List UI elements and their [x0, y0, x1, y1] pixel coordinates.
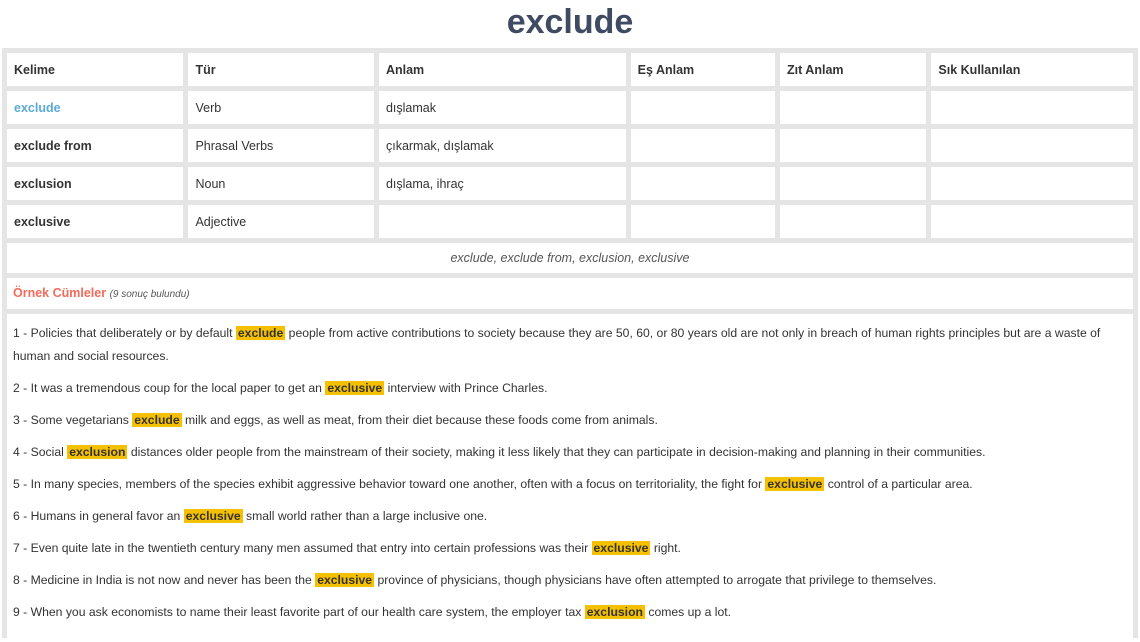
- sentence-text: 8 - Medicine in India is not now and never has been the: [13, 573, 312, 587]
- antonym-cell: [780, 91, 926, 124]
- header-cell: Anlam: [379, 53, 626, 86]
- sentence-text: 9 - When you ask economists to name their least favorite part of our health care system, the employer tax: [13, 605, 582, 619]
- highlighted-word: exclude: [237, 326, 284, 340]
- word-cell: exclude from: [7, 129, 183, 162]
- example-sentence: [13, 441, 1127, 464]
- examples-count: (9 sonuç bulundu): [109, 289, 190, 300]
- examples-header: [7, 278, 1133, 309]
- frequent-cell: [931, 129, 1133, 162]
- word-summary: exclude, exclude from, exclusion, exclusive: [7, 243, 1133, 273]
- synonym-cell: [631, 129, 775, 162]
- example-sentence: [13, 322, 1127, 368]
- example-sentences: [7, 314, 1133, 642]
- meaning-cell: dışlamak: [379, 91, 626, 124]
- sentence-text: 6 - Humans in general favor an: [13, 509, 181, 523]
- table-header-row: [7, 53, 1133, 86]
- sentence-text: milk and eggs, as well as meat, from their diet because these foods come from animals.: [185, 413, 658, 427]
- word-cell: exclusion: [7, 167, 183, 200]
- highlighted-word: exclusive: [767, 477, 823, 491]
- header-cell: Sık Kullanılan: [931, 53, 1133, 86]
- table-row: [7, 129, 1133, 162]
- sentence-text: right.: [653, 541, 681, 555]
- antonym-cell: [780, 129, 926, 162]
- sentence-text: 5 - In many species, members of the species exhibit aggressive behavior toward one another, often with a focus on territoriality, the fight for: [13, 477, 763, 491]
- sentence-text: 4 - Social: [13, 445, 64, 459]
- example-sentence: [13, 601, 1127, 624]
- word-cell: exclusive: [7, 205, 183, 238]
- example-sentence: [13, 569, 1127, 592]
- highlighted-word: exclusive: [593, 541, 649, 555]
- example-sentence: [13, 537, 1127, 560]
- header-cell: Kelime: [7, 53, 183, 86]
- type-cell: Verb: [188, 91, 374, 124]
- sentence-text: comes up a lot.: [648, 605, 731, 619]
- sentence-text: 2 - It was a tremendous coup for the local paper to get an: [13, 381, 322, 395]
- synonym-cell: [631, 91, 775, 124]
- frequent-cell: [931, 91, 1133, 124]
- highlighted-word: exclusion: [69, 445, 126, 459]
- frequent-cell: [931, 167, 1133, 200]
- page-title: exclude: [506, 3, 634, 41]
- sentence-text: control of a particular area.: [827, 477, 973, 491]
- sentence-text: distances older people from the mainstream of their society, making it less likely that they can participate in decision-making and planning in their communities.: [130, 445, 986, 459]
- antonym-cell: [780, 167, 926, 200]
- example-sentence: [13, 473, 1127, 496]
- antonym-cell: [780, 205, 926, 238]
- example-sentence: [13, 505, 1127, 528]
- table-row: [7, 167, 1133, 200]
- sentence-text: 1 - Policies that deliberately or by default: [13, 326, 233, 340]
- highlighted-word: exclusion: [586, 605, 643, 619]
- header-cell: Tür: [188, 53, 374, 86]
- table-row: [7, 91, 1133, 124]
- example-sentence: [13, 377, 1127, 400]
- sentence-text: province of physicians, though physicians have often attempted to arrogate that privilege to themselves.: [377, 573, 937, 587]
- highlighted-word: exclusive: [185, 509, 241, 523]
- header-cell: Eş Anlam: [631, 53, 775, 86]
- sentence-text: small world rather than a large inclusive one.: [246, 509, 488, 523]
- sentence-text: 7 - Even quite late in the twentieth century many men assumed that entry into certain professions was their: [13, 541, 589, 555]
- word-table: [2, 48, 1138, 243]
- table-row: [7, 205, 1133, 238]
- sentence-text: interview with Prince Charles.: [387, 381, 548, 395]
- sentence-text: 3 - Some vegetarians: [13, 413, 129, 427]
- example-sentence: [13, 409, 1127, 432]
- type-cell: Adjective: [188, 205, 374, 238]
- highlighted-word: exclusive: [317, 573, 373, 587]
- word-link[interactable]: exclude: [7, 91, 183, 124]
- dictionary-panel: [2, 48, 1138, 638]
- sentence-text: people from active contributions to society because they are 50, 60, or 80 years old are not only in breach of human rights principles but are a waste of human and social resources.: [13, 326, 1101, 363]
- highlighted-word: exclusive: [327, 381, 383, 395]
- header-cell: Zıt Anlam: [780, 53, 926, 86]
- type-cell: Noun: [188, 167, 374, 200]
- meaning-cell: dışlama, ihraç: [379, 167, 626, 200]
- synonym-cell: [631, 205, 775, 238]
- type-cell: Phrasal Verbs: [188, 129, 374, 162]
- meaning-cell: çıkarmak, dışlamak: [379, 129, 626, 162]
- highlighted-word: exclude: [134, 413, 180, 427]
- frequent-cell: [931, 205, 1133, 238]
- examples-label: Örnek Cümleler: [13, 286, 107, 300]
- meaning-cell: [379, 205, 626, 238]
- synonym-cell: [631, 167, 775, 200]
